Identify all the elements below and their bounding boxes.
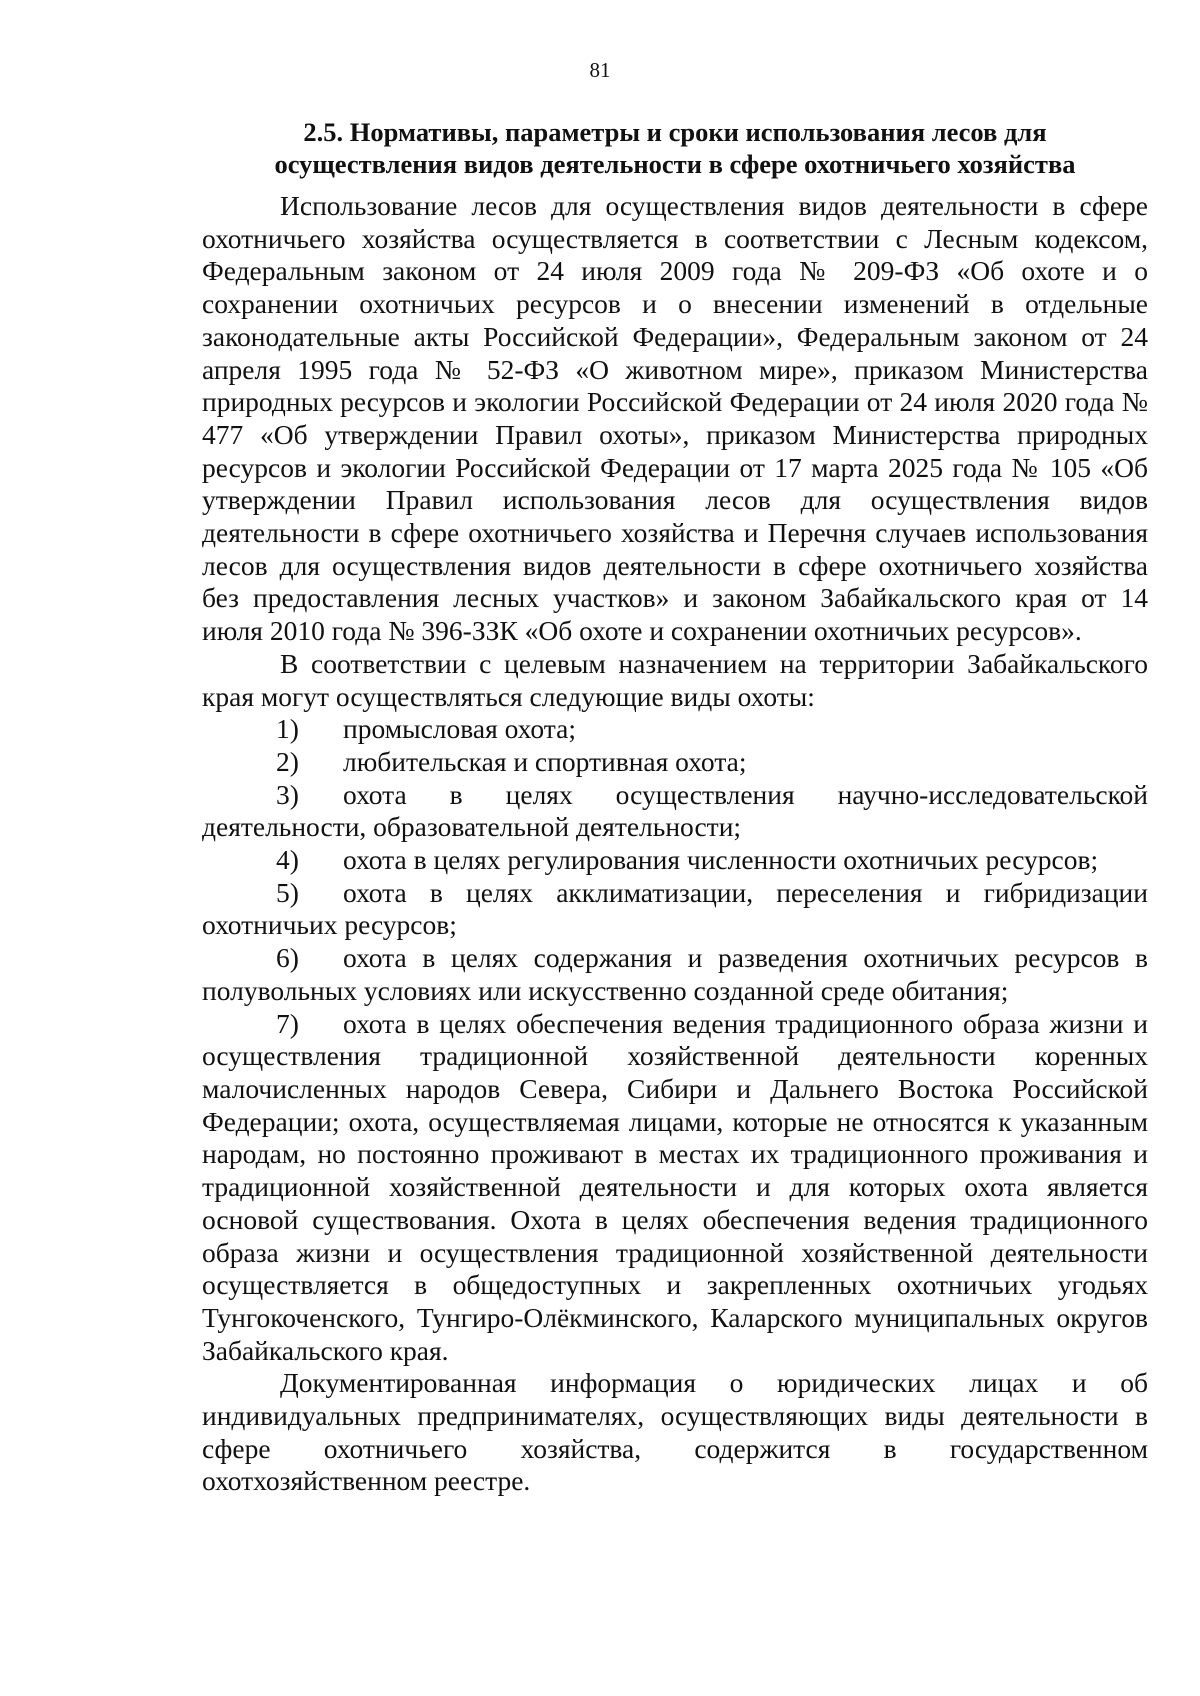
list-item <box>202 942 1148 1007</box>
list-item <box>202 1008 1148 1368</box>
list-item-text: охота в целях содержания и разведения охотничьих ресурсов в полувольных условиях или искусственно созданной среде обитания; <box>202 942 1148 1006</box>
list-item-text: охота в целях осуществления научно-исследовательской деятельности, образовательной деятельности; <box>202 778 1148 843</box>
paragraph-registry-info: Документированная информация о юридических лицах и об индивидуальных предпринимателях, осуществляющих виды деятельности в сфере охотничьего хозяйства, содержится в государственном охотхозяйственном реестре. <box>202 1367 1148 1497</box>
list-item-text: промысловая охота; <box>343 713 576 745</box>
list-item-text: охота в целях регулирования численности охотничьих ресурсов; <box>343 844 1099 876</box>
list-item-text: любительская и спортивная охота; <box>343 745 747 777</box>
list-item <box>202 877 1148 942</box>
list-item-number: 5) <box>276 876 299 908</box>
section-heading <box>202 116 1148 180</box>
section-heading-line-1: 2.5. Нормативы, параметры и сроки использования лесов для <box>303 117 1047 147</box>
paragraph-legal-basis: Использование лесов для осуществления видов деятельности в сфере охотничьего хозяйства осуществляется в соответствии с Лесным кодексом, Федеральным законом от 24 июля 2009 года № 209-ФЗ «Об охоте и о сохранении охотничьих ресурсов и о внесении изменений в отдельные законодательные акты Российской Федерации», Федеральным законом от 24 апреля 1995 года № 52-ФЗ «О животном мире», приказом Министерства природных ресурсов и экологии Российской Федерации от 24 июля 2020 года № 477 «Об утверждении Правил охоты», приказом Министерства природных ресурсов и экологии Российской Федерации от 17 марта 2025 года № 105 «Об утверждении Правил использования лесов для осуществления видов деятельности в сфере охотничьего хозяйства и Перечня случаев использования лесов для осуществления видов деятельности в сфере охотничьего хозяйства без предоставления лесных участков» и законом Забайкальского края от 14 июля 2010 года № 396-ЗЗК «Об охоте и сохранении охотничьих ресурсов». <box>202 190 1148 647</box>
list-item-number: 2) <box>276 745 299 777</box>
paragraph-hunting-types-intro: В соответствии с целевым назначением на территории Забайкальского края могут осуществляться следующие виды охоты: <box>202 647 1148 712</box>
list-item-number: 6) <box>276 942 299 974</box>
page-content <box>202 116 1148 1498</box>
list-item-text: охота в целях обеспечения ведения традиционного образа жизни и осуществления традиционной хозяйственной деятельности коренных малочисленных народов Севера, Сибири и Дальнего Востока Российской Федерации; охота, осуществляемая лицами, которые не относятся к указанным народам, но постоянно проживают в местах их традиционного проживания и традиционной хозяйственной деятельности и для которых охота является основой существования. Охота в целях обеспечения ведения традиционного образа жизни и осуществления традиционной хозяйственной деятельности осуществляется в общедоступных и закрепленных охотничьих угодьях Тунгокоченского, Тунгиро-Олёкминского, Каларского муниципальных округов Забайкальского края. <box>202 1007 1148 1366</box>
section-heading-line-2: осуществления видов деятельности в сфере охотничьего хозяйства <box>274 149 1076 179</box>
list-item-number: 4) <box>276 844 299 876</box>
list-item-number: 7) <box>276 1007 299 1039</box>
list-item <box>202 746 1148 779</box>
page-number: 81 <box>589 58 611 82</box>
list-item-number: 1) <box>276 713 299 745</box>
list-item <box>202 844 1148 877</box>
list-item <box>202 779 1148 844</box>
hunting-types-list <box>202 713 1148 1367</box>
list-item-text: охота в целях акклиматизации, переселения и гибридизации охотничьих ресурсов; <box>202 876 1148 941</box>
list-item <box>202 713 1148 746</box>
list-item-number: 3) <box>276 778 299 810</box>
